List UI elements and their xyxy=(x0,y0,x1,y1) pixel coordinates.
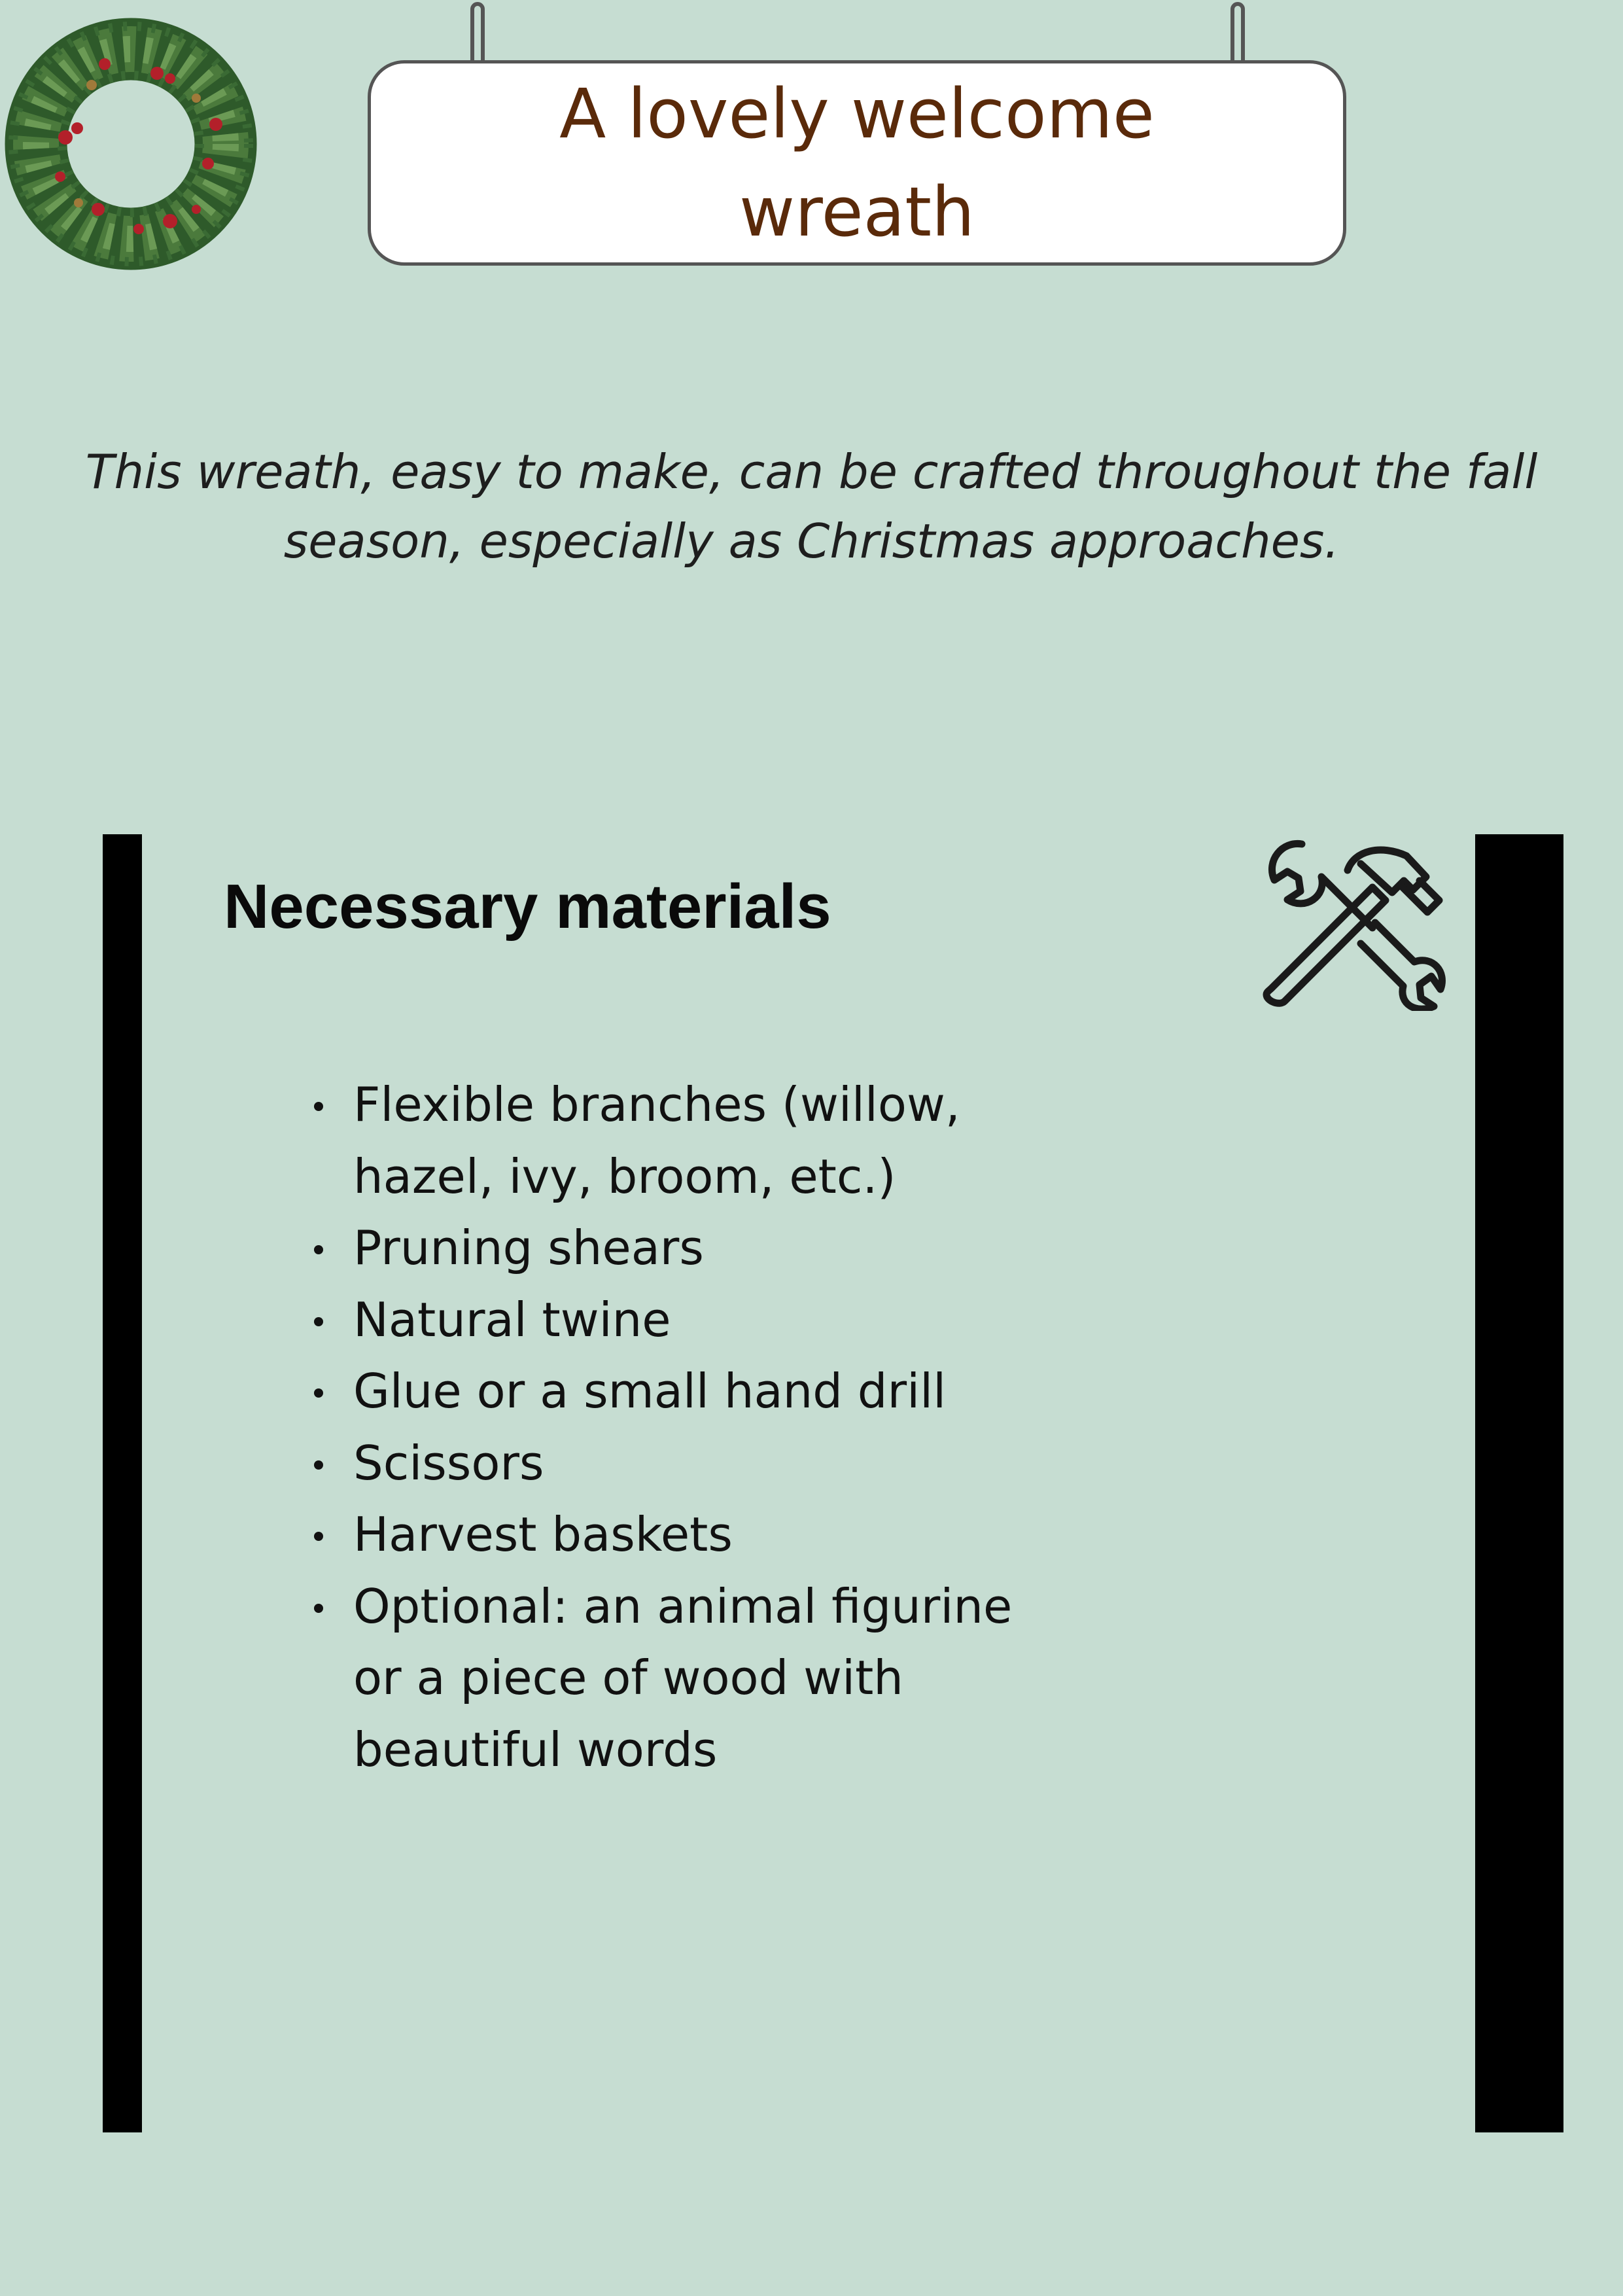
list-item: Natural twine xyxy=(301,1284,1060,1356)
list-item: Scissors xyxy=(301,1428,1060,1500)
christmas-wreath-icon xyxy=(0,13,262,275)
page-title: A lovely welcome wreath xyxy=(559,74,1155,252)
list-item: Flexible branches (willow, hazel, ivy, broom, etc.) xyxy=(301,1069,1060,1212)
materials-heading: Necessary materials xyxy=(224,872,831,942)
right-side-bar xyxy=(1475,834,1563,2132)
list-item: Glue or a small hand drill xyxy=(301,1356,1060,1428)
list-item: Optional: an animal figurine or a piece of wood with beautiful words xyxy=(301,1571,1060,1786)
materials-list xyxy=(301,1069,1060,1786)
intro-text: This wreath, easy to make, can be crafted throughout the fall season, especially as Christmas approaches. xyxy=(85,444,1538,569)
title-sign xyxy=(368,60,1346,266)
list-item: Harvest baskets xyxy=(301,1499,1060,1571)
left-side-bar xyxy=(103,834,142,2132)
tools-icon xyxy=(1256,831,1446,1011)
list-item: Pruning shears xyxy=(301,1212,1060,1284)
